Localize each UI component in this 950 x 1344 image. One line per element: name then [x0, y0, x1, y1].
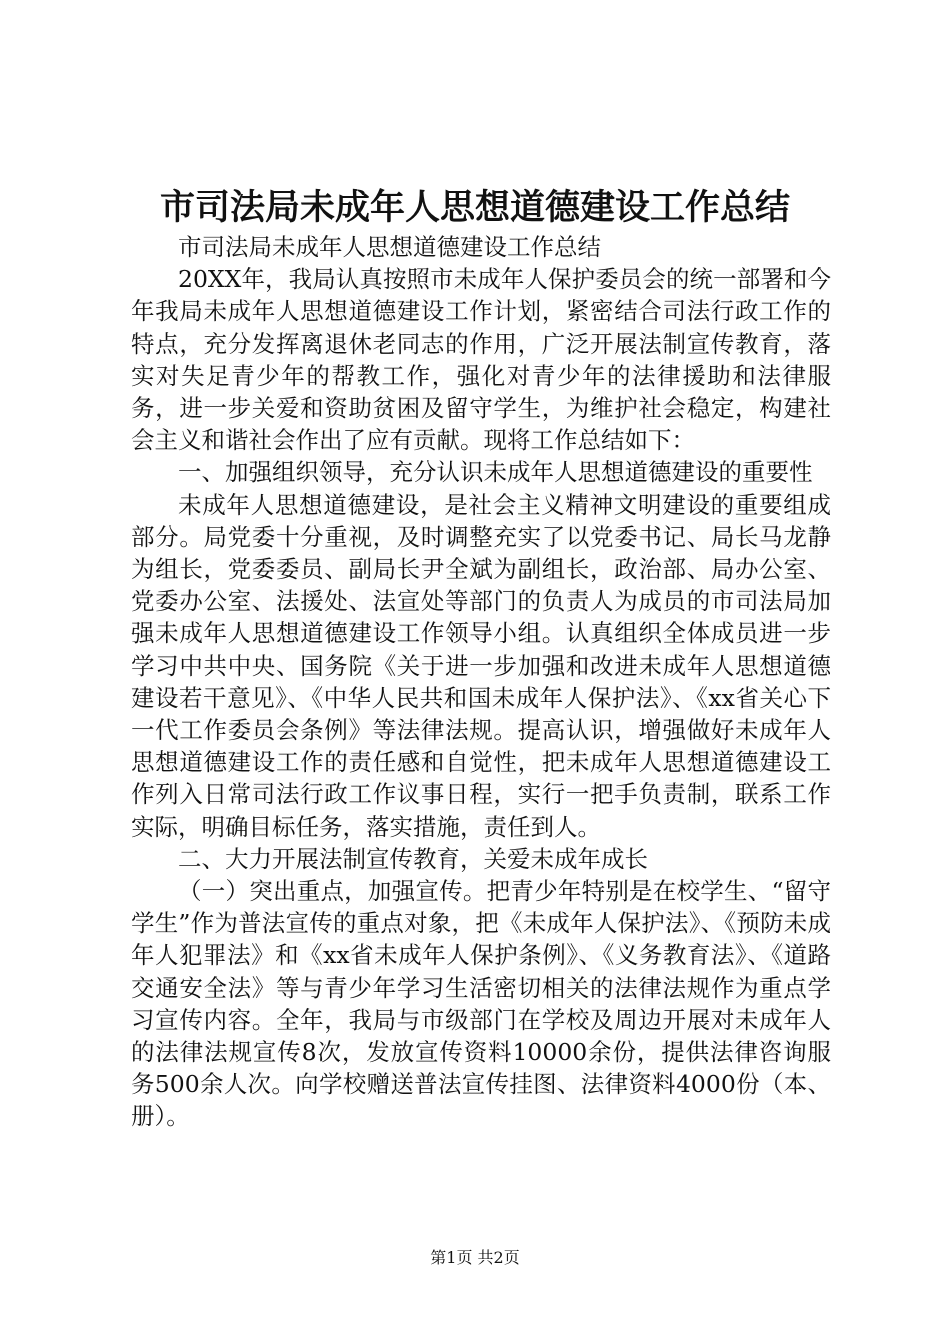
- section-heading-2: 二、大力开展法制宣传教育，关爱未成年成长: [178, 844, 648, 873]
- paragraph-intro: 20XX年，我局认真按照市未成年人保护委员会的统一部署和今年我局未成年人思想道德建设工作计划，紧密结合司法行政工作的特点，充分发挥离退休老同志的作用，广泛开展法制宣传教育，落实对失足青少年的帮教工作，强化对青少年的法律援助和法律服务，进一步关爱和资助贫困及留守学生，为维护社会稳定，构建社会主义和谐社会作出了应有贡献。现将工作总结如下：: [131, 265, 831, 455]
- paragraph-section-2-1: （一）突出重点，加强宣传。把青少年特别是在校学生、“留守学生”作为普法宣传的重点对象，把《未成年人保护法》、《预防未成年人犯罪法》和《xx省未成年人保护条例》、《义务教育法》、《道路交通安全法》等与青少年学习生活密切相关的法律法规作为重点学习宣传内容。全年，我局与市级部门在学校及周边开展对未成年人的法律法规宣传8次，发放宣传资料10000余份，提供法律咨询服务500余人次。向学校赠送普法宣传挂图、法律资料4000份（本、册）。: [131, 877, 831, 1131]
- section-heading-1: 一、加强组织领导，充分认识未成年人思想道德建设的重要性: [178, 458, 813, 487]
- page-footer: 第1页 共2页: [430, 1248, 520, 1267]
- document-title: 市司法局未成年人思想道德建设工作总结: [159, 187, 790, 228]
- document-body: [131, 231, 831, 1133]
- paragraph-subtitle: 市司法局未成年人思想道德建设工作总结: [178, 233, 601, 261]
- paragraph-section-1: 未成年人思想道德建设，是社会主义精神文明建设的重要组成部分。局党委十分重视，及时调整充实了以党委书记、局长马龙静为组长，党委委员、副局长尹全斌为副组长，政治部、局办公室、党委办公室、法援处、法宣处等部门的负责人为成员的市司法局加强未成年人思想道德建设工作领导小组。认真组织全体成员进一步学习中共中央、国务院《关于进一步加强和改进未成年人思想道德建设若干意见》、《中华人民共和国未成年人保护法》、《xx省关心下一代工作委员会条例》等法律法规。提高认识，增强做好未成年人思想道德建设工作的责任感和自觉性，把未成年人思想道德建设工作列入日常司法行政工作议事日程，实行一把手负责制，联系工作实际，明确目标任务，落实措施，责任到人。: [131, 490, 831, 841]
